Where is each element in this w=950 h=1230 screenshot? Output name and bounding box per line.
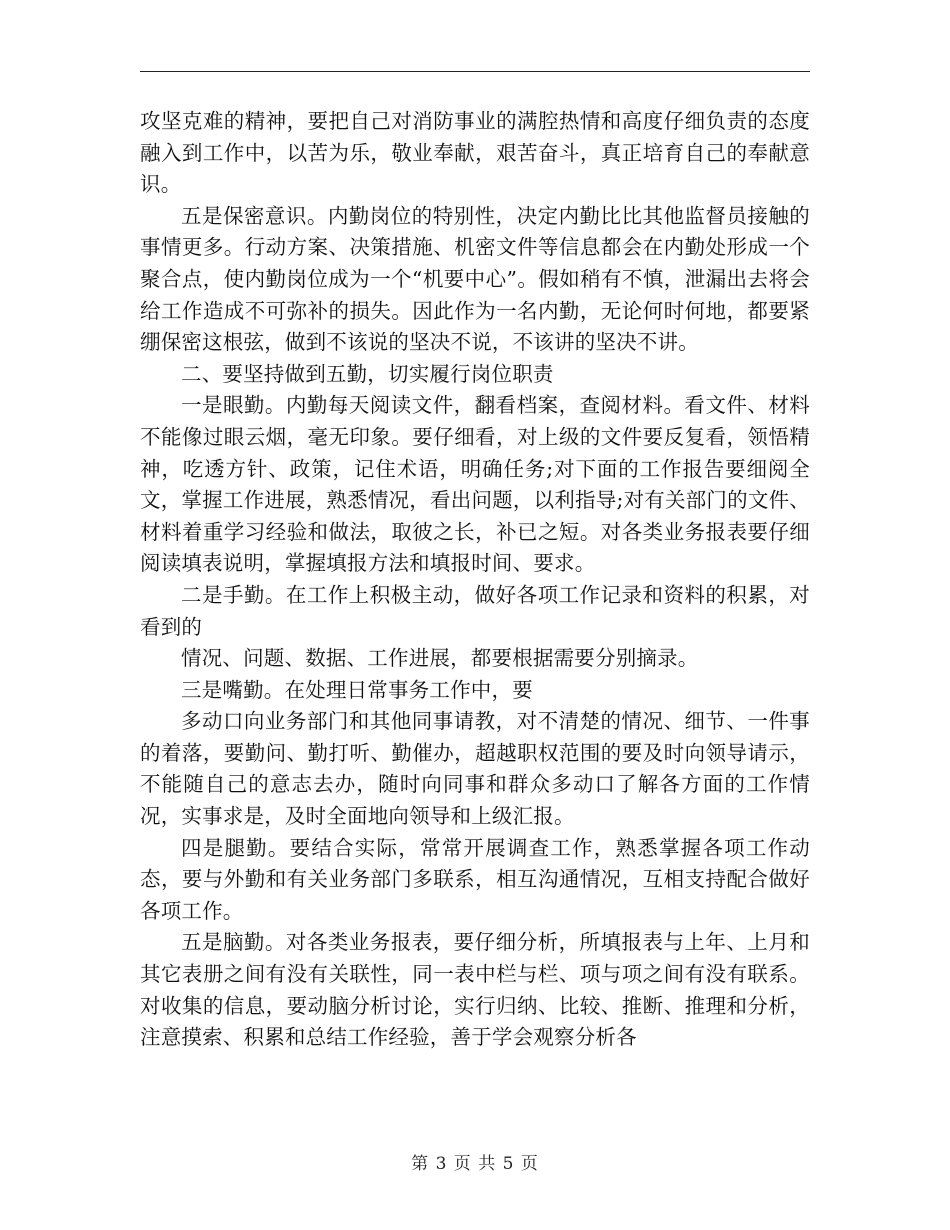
paragraph: 攻坚克难的精神，要把自己对消防事业的满腔热情和高度仔细负责的态度融入到工作中，以苦为乐，敬业奉献，艰苦奋斗，真正培育自己的奉献意识。: [140, 109, 810, 197]
paragraph: 五是保密意识。内勤岗位的特别性，决定内勤比比其他监督员接触的事情更多。行动方案、决策措施、机密文件等信息都会在内勤处形成一个聚合点，使内勤岗位成为一个“机要中心”。假如稍有不慎，泄漏出去将会给工作造成不可弥补的损失。因此作为一名内勤，无论何时何地，都要紧绷保密这根弦，做到不该说的坚决不说，不该讲的坚决不讲。: [140, 203, 810, 355]
paragraph: 三是嘴勤。在处理日常事务工作中，要: [181, 677, 533, 702]
paragraph: 五是脑勤。对各类业务报表，要仔细分析，所填报表与上年、上月和其它表册之间有没有关联性，同一表中栏与栏、项与项之间有没有联系。对收集的信息，要动脑分析讨论，实行归纳、比较、推断、推理和分析，注意摸索、积累和总结工作经验，善于学会观察分析各: [140, 930, 810, 1050]
document-body: [140, 106, 810, 1054]
header-rule: [140, 71, 810, 72]
paragraph: 情况、问题、数据、工作进展，都要根据需要分别摘录。: [181, 646, 699, 671]
paragraph: 四是腿勤。要结合实际，常常开展调查工作，熟悉掌握各项工作动态，要与外勤和有关业务部门多联系，相互沟通情况，互相支持配合做好各项工作。: [140, 835, 810, 923]
page-number-footer: 第 3 页 共 5 页: [411, 1154, 539, 1174]
paragraph: 多动口向业务部门和其他同事请教，对不清楚的情况、细节、一件事的着落，要勤问、勤打听、勤催办，超越职权范围的要及时向领导请示，不能随自己的意志去办，随时向同事和群众多动口了解各方面的工作情况，实事求是，及时全面地向领导和上级汇报。: [140, 709, 810, 829]
paragraph: 二是手勤。在工作上积极主动，做好各项工作记录和资料的积累，对看到的: [140, 582, 810, 639]
section-heading: 二、要坚持做到五勤，切实履行岗位职责: [181, 361, 554, 386]
paragraph: 一是眼勤。内勤每天阅读文件，翻看档案，查阅材料。看文件、材料不能像过眼云烟，毫无印象。要仔细看，对上级的文件要反复看，领悟精神，吃透方针、政策，记住术语，明确任务;对下面的工作报告要细阅全文，掌握工作进展，熟悉情况，看出问题，以利指导;对有关部门的文件、材料着重学习经验和做法，取彼之长，补已之短。对各类业务报表要仔细阅读填表说明，掌握填报方法和填报时间、要求。: [140, 393, 810, 576]
